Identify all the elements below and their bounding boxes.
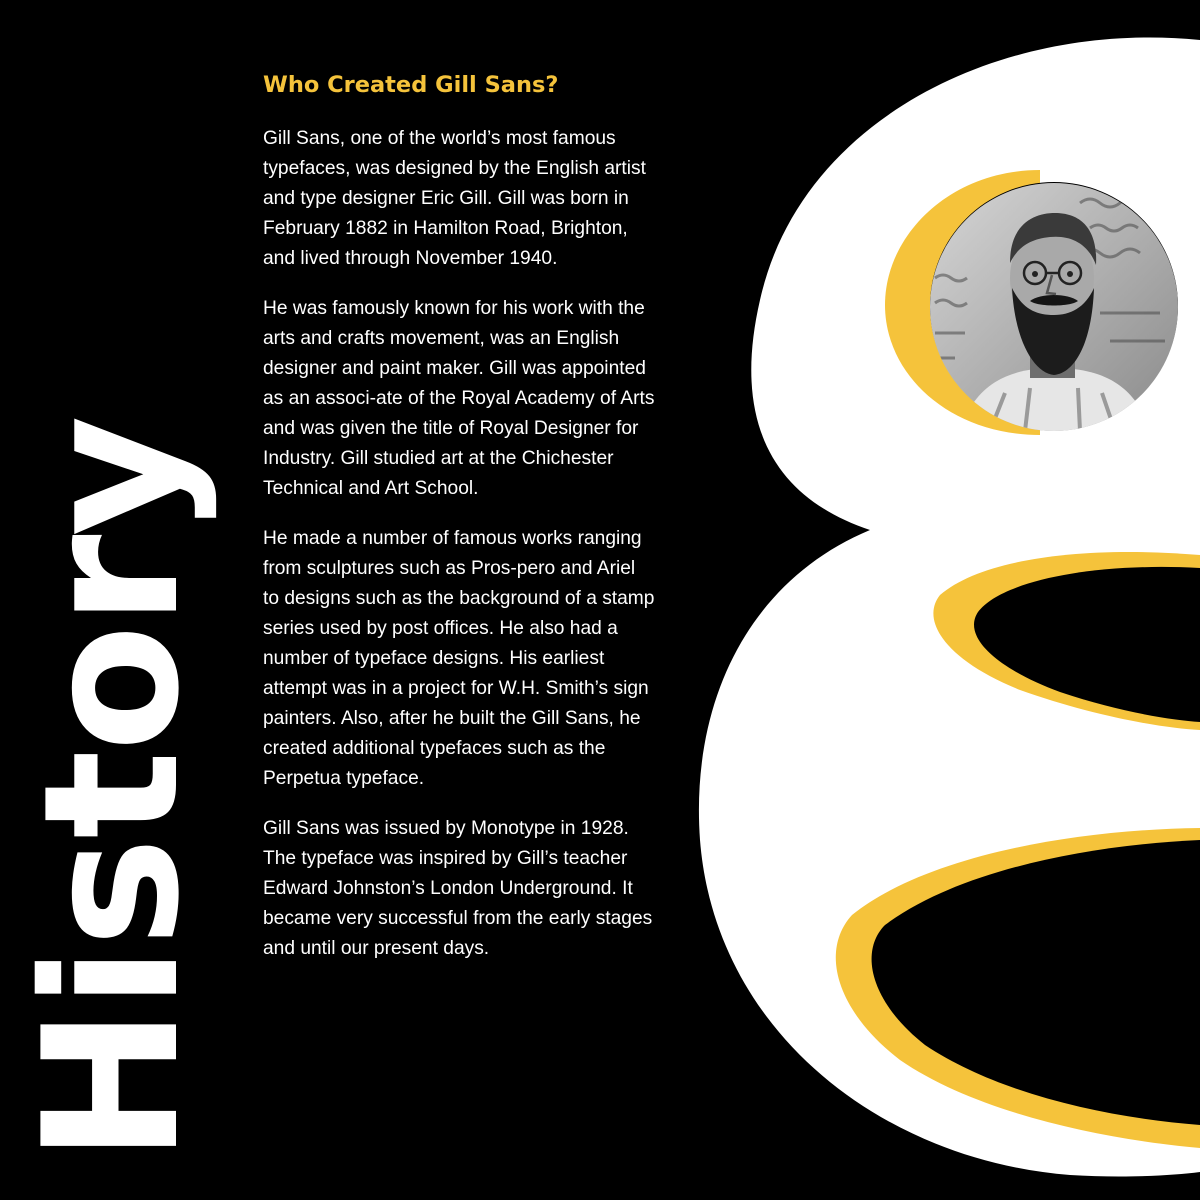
side-title [0, 0, 220, 1200]
portrait-illustration [930, 183, 1178, 431]
side-title-text: History [3, 417, 220, 1163]
article-paragraph-1: Gill Sans, one of the world’s most famous typefaces, was designed by the English artist and type designer Eric Gill. Gill was born in February 1882 in Hamilton Road, Brighton, and lived through November 1940. [263, 128, 646, 269]
article-heading: Who Created Gill Sans? [263, 72, 559, 98]
article-paragraph-3: He made a number of famous works ranging from sculptures such as Pros-pero and Ariel to designs such as the background of a stamp series used by post offices. He also had a number of typeface designs. His earliest attempt was in a project for W.H. Smith’s sign painters. Also, after he built the Gill Sans, he created additional typefaces such as the Perpetua typeface. [263, 528, 655, 789]
article-paragraph-2: He was famously known for his work with the arts and crafts movement, was an English designer and paint maker. Gill was appointed as an associ-ate of the Royal Academy of Arts and was given the title of Royal Designer for Industry. Gill studied art at the Chichester Technical and Art School. [263, 298, 655, 499]
portrait-photo [930, 183, 1178, 431]
article [263, 70, 655, 984]
article-paragraph-4: Gill Sans was issued by Monotype in 1928. The typeface was inspired by Gill’s teacher Edward Johnston’s London Underground. It became very successful from the early stages and until our present days. [263, 818, 653, 959]
